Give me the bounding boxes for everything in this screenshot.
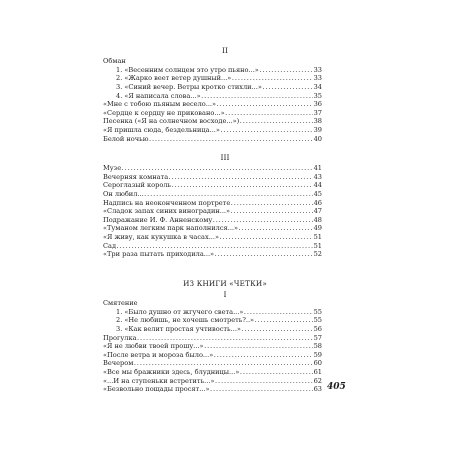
toc-entry-title: 3. «Синий вечер. Ветры кротко стихли...» (116, 82, 262, 91)
toc-entry-title: «...И на ступеньки встретить...» (103, 376, 215, 385)
toc-entry-page: 60 (313, 359, 322, 368)
toc-entry (103, 83, 322, 92)
toc-leader-dots (122, 164, 313, 173)
toc-leader-dots (149, 135, 313, 144)
toc-entry-page: 61 (313, 368, 322, 377)
section-heading-3: III (220, 153, 230, 162)
toc-entry-title: «Сладок запах синих виноградин...» (103, 207, 231, 216)
toc-leader-dots (240, 117, 313, 126)
toc-entry (103, 126, 322, 135)
toc-entry (103, 66, 322, 75)
toc-entry (103, 117, 322, 126)
toc-entry-title: 3. «Как велит простая учтивость...» (116, 324, 241, 333)
toc-leader-dots (144, 190, 313, 199)
toc-leader-dots (225, 109, 313, 118)
toc-group-title (103, 57, 322, 66)
toc-entry-title: «После ветра и мороза было...» (103, 350, 214, 359)
toc-entry-page: 63 (313, 385, 322, 394)
toc-entry (103, 351, 322, 360)
toc-entry (103, 233, 322, 242)
toc-entry (103, 190, 322, 199)
toc-entry-title: «Все мы бражники здесь, блудницы...» (103, 368, 240, 377)
toc-leader-dots (232, 74, 313, 83)
toc-entry-page: 34 (313, 82, 322, 91)
toc-leader-dots (217, 100, 314, 109)
toc-entry-page: 33 (313, 65, 322, 74)
toc-entry-page: 39 (313, 126, 322, 135)
toc-entry (103, 377, 322, 386)
toc-leader-dots (201, 92, 313, 101)
toc-leader-dots (137, 334, 313, 343)
toc-entry-title: Он любил... (103, 189, 144, 198)
toc-entry-page: 48 (313, 215, 322, 224)
toc-entry-title: 2. «Не любишь, не хочешь смотреть?..» (116, 316, 255, 325)
toc-entry (103, 368, 322, 377)
toc-entry (103, 325, 322, 334)
toc-leader-dots (213, 216, 313, 225)
toc-entry (103, 224, 322, 233)
toc-entry (103, 100, 322, 109)
toc-entry-page: 45 (313, 189, 322, 198)
toc-leader-dots (241, 325, 313, 334)
toc-entry (103, 316, 322, 325)
toc-leader-dots (172, 181, 314, 190)
toc-entry (103, 181, 322, 190)
toc-entry (103, 216, 322, 225)
toc-leader-dots (239, 224, 314, 233)
toc-entry-page: 40 (313, 134, 322, 143)
toc-entry-title: Подражание И. Ф. Анненскому (103, 215, 213, 224)
toc-leader-dots (255, 316, 314, 325)
toc-entry-page: 49 (313, 224, 322, 233)
toc-entry-page: 57 (313, 333, 322, 342)
toc-leader-dots (169, 173, 313, 182)
toc-leader-dots (214, 351, 313, 360)
toc-entry-title: Прогулка (103, 333, 137, 342)
toc-leader-dots (231, 207, 314, 216)
toc-entry-page: 62 (313, 376, 322, 385)
toc-leader-dots (215, 250, 314, 259)
toc-entry (103, 385, 322, 394)
toc-entry-title: «Я живу, как кукушка в часах...» (103, 233, 220, 242)
toc-entry-page: 43 (313, 172, 322, 181)
toc-entry-title: Сероглазый король (103, 181, 172, 190)
toc-entry (103, 74, 322, 83)
toc-entry-page: 41 (313, 164, 322, 172)
toc-entry-page: 44 (313, 181, 322, 190)
toc-entry-page: 37 (313, 108, 322, 117)
toc-list-section-2 (103, 57, 322, 143)
toc-entry-title: «Мне с тобою пьяным весело...» (103, 100, 217, 109)
toc-entry-title: Надпись на неоконченном портрете (103, 198, 231, 207)
toc-entry (103, 207, 322, 216)
toc-leader-dots (231, 199, 313, 208)
toc-leader-dots (220, 233, 314, 242)
toc-group-title (103, 299, 322, 308)
toc-entry-title: 2. «Жарко веет ветер душный...» (116, 74, 232, 83)
toc-entry-title: «Туманом легким парк наполнился...» (103, 224, 239, 233)
toc-entry (103, 173, 322, 182)
toc-entry-title: Смятение (103, 299, 138, 307)
toc-entry-page: 51 (313, 241, 322, 250)
toc-entry-title: Песенка («Я на солнечном восходе...») (103, 117, 240, 126)
toc-entry-title: Вечером (103, 359, 134, 368)
toc-leader-dots (215, 377, 313, 386)
toc-leader-dots (117, 242, 314, 251)
toc-list-section-3 (103, 164, 322, 259)
toc-entry-page: 33 (313, 74, 322, 83)
toc-entry (103, 359, 322, 368)
toc-entry-title: «Я пришла сюда, бездельница...» (103, 126, 220, 135)
toc-leader-dots (220, 126, 313, 135)
toc-leader-dots (204, 342, 313, 351)
toc-entry (103, 250, 322, 259)
toc-list-chetki (103, 299, 322, 394)
toc-leader-dots (240, 368, 313, 377)
toc-entry-page: 55 (313, 316, 322, 325)
toc-leader-dots (210, 385, 313, 394)
toc-entry-page: 46 (313, 198, 322, 207)
toc-entry-title: Музе (103, 164, 122, 172)
toc-entry-title: «Три раза пытать приходила...» (103, 250, 215, 259)
toc-entry-title: 1. «Весенним солнцем это утро пьяно...» (116, 65, 259, 74)
toc-entry (103, 242, 322, 251)
toc-entry-title: «Сердце к сердцу не приковано...» (103, 108, 225, 117)
toc-entry-page: 51 (313, 233, 322, 242)
toc-entry-title: «Безвольно пощады просят...» (103, 385, 210, 394)
toc-entry-title: 4. «Я написала слова...» (116, 91, 201, 100)
toc-entry (103, 109, 322, 118)
toc-leader-dots (134, 359, 313, 368)
toc-entry-title: Вечерняя комната (103, 172, 169, 181)
toc-entry (103, 164, 322, 173)
toc-entry-page: 35 (313, 91, 322, 100)
toc-entry-title: Белой ночью (103, 134, 149, 143)
book-title: ИЗ КНИГИ «ЧЕТКИ» (183, 279, 267, 288)
toc-entry-page: 55 (313, 307, 322, 316)
toc-entry-page: 38 (313, 117, 322, 126)
section-heading-chetki-1: I (223, 290, 227, 299)
toc-leader-dots (262, 83, 313, 92)
toc-entry-title: 1. «Было душно от жгучего света...» (116, 307, 244, 316)
toc-entry-page: 52 (313, 250, 322, 259)
toc-entry-title: «Я не любви твоей прошу...» (103, 342, 204, 351)
toc-entry (103, 342, 322, 351)
toc-entry (103, 135, 322, 144)
page-number: 405 (327, 382, 346, 392)
toc-entry-page: 59 (313, 350, 322, 359)
toc-leader-dots (259, 66, 313, 75)
toc-entry (103, 199, 322, 208)
toc-entry (103, 334, 322, 343)
toc-entry-page: 47 (313, 207, 322, 216)
toc-entry-title: Сад (103, 241, 117, 250)
toc-entry (103, 92, 322, 101)
section-heading-2: II (222, 46, 228, 55)
toc-entry-page: 36 (313, 100, 322, 109)
toc-entry-page: 56 (313, 324, 322, 333)
toc-entry (103, 308, 322, 317)
toc-entry-page: 58 (313, 342, 322, 351)
toc-leader-dots (244, 308, 313, 317)
toc-entry-title: Обман (103, 57, 126, 65)
